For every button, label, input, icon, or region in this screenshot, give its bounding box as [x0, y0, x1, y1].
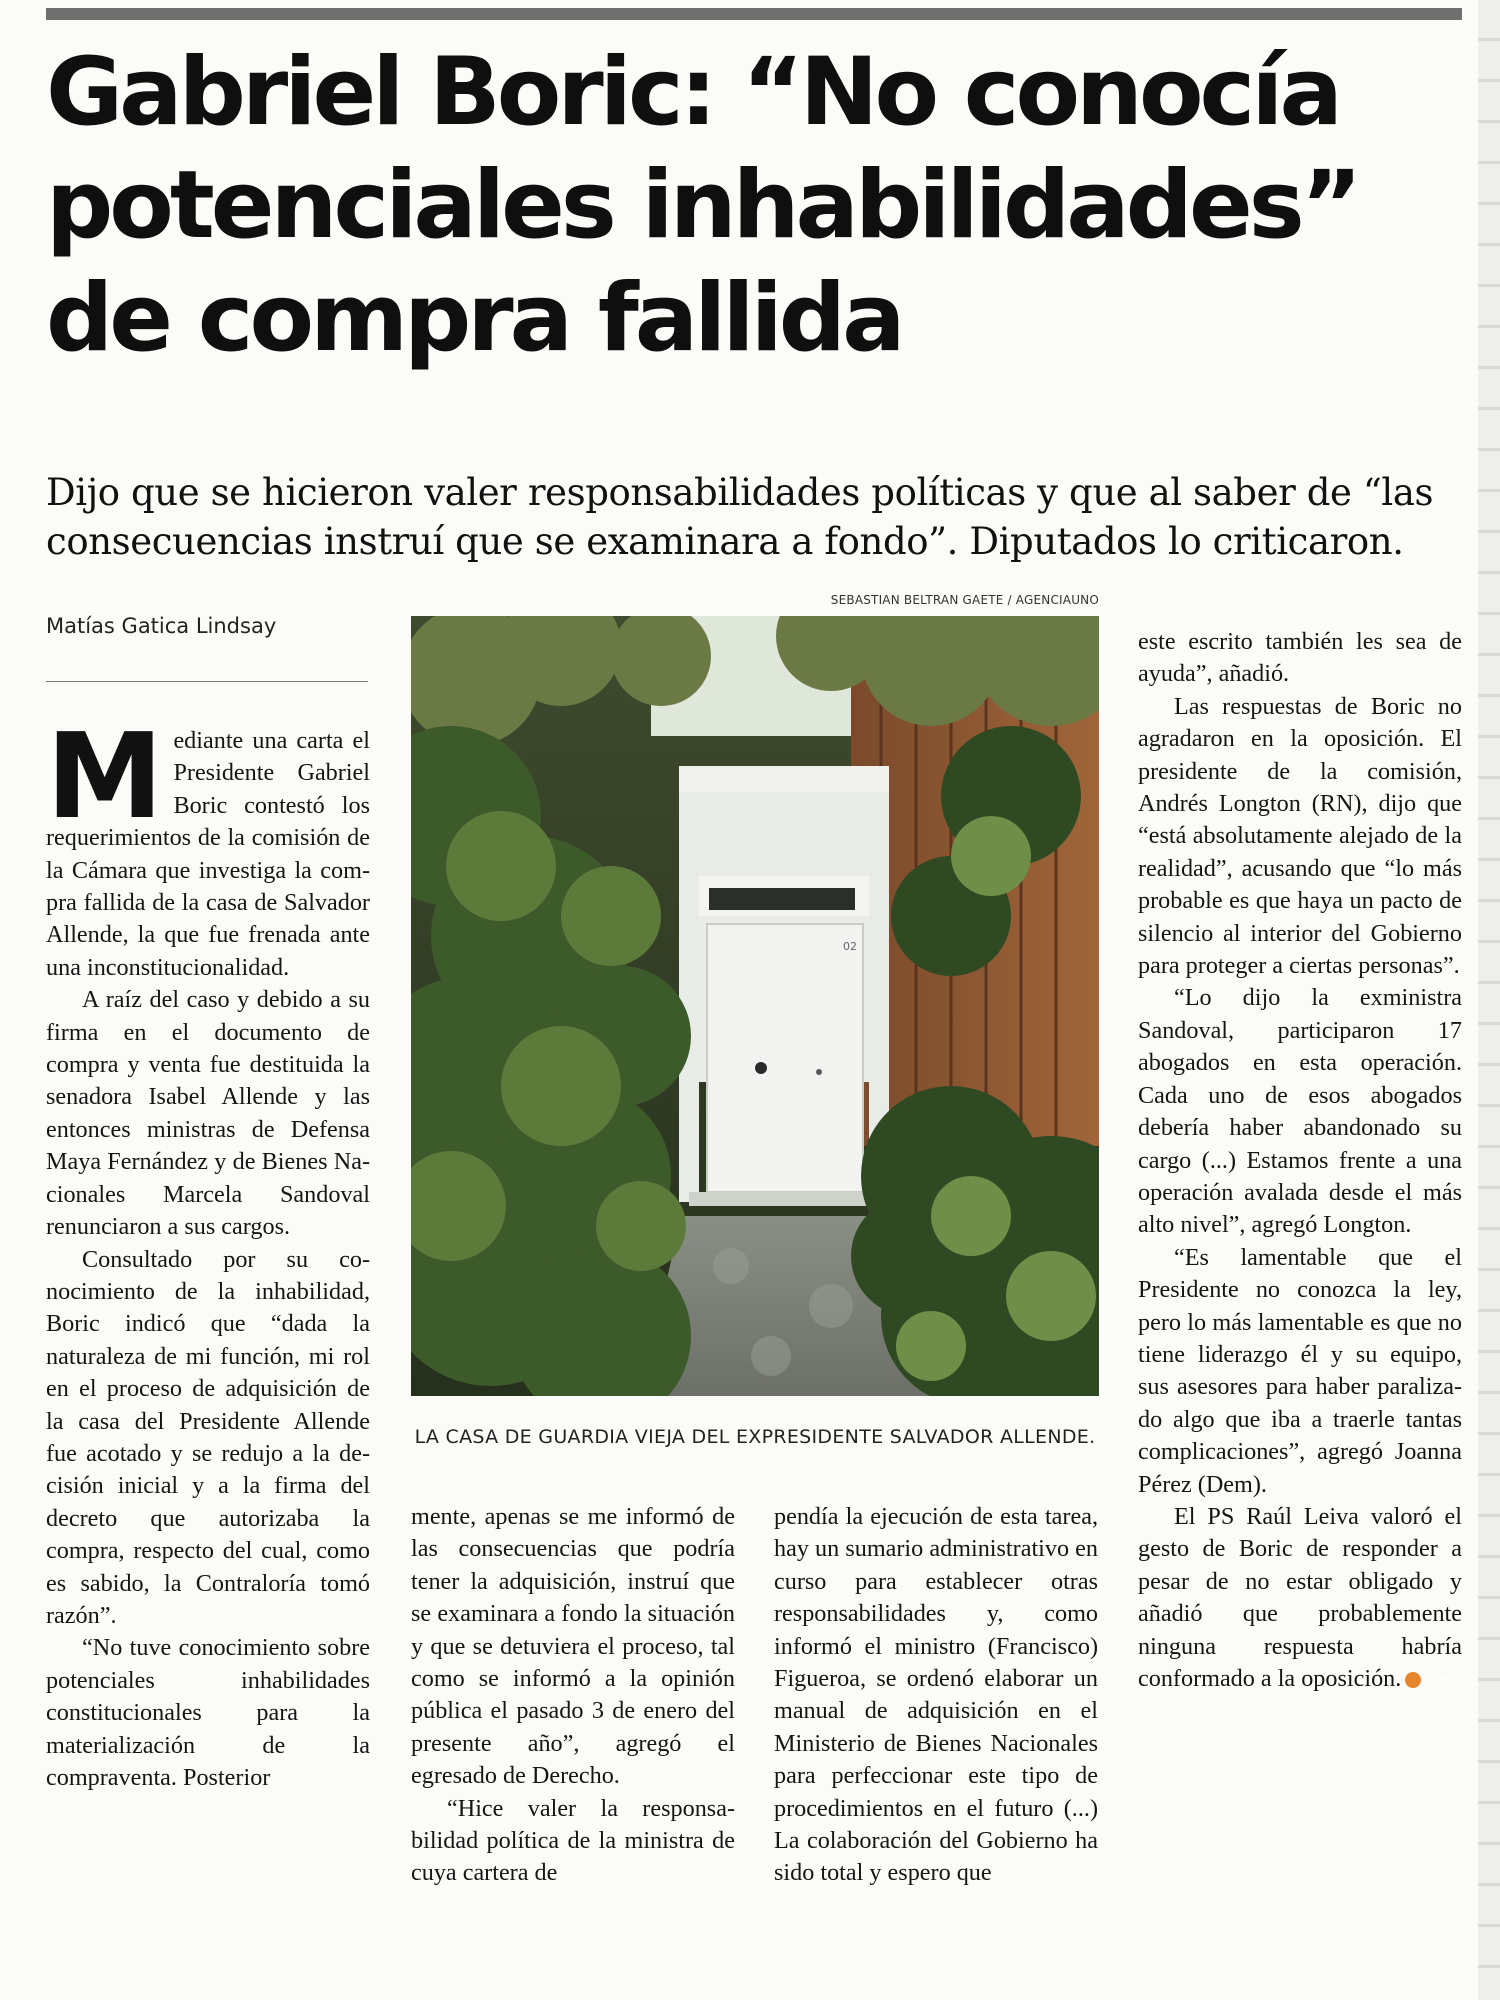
- headline-line-1: Gabriel Boric: “No conocía: [46, 38, 1339, 147]
- adjacent-page-strip: [1478, 0, 1500, 2000]
- end-mark-icon: ✦: [1405, 1672, 1421, 1688]
- paragraph: “Lo dijo la exministra Sandoval, participaron 17 abogados en esta operación. Cada uno de esos abogados debería haber abandonado su cargo (...) Estamos frente a una operación avalada desde el más alto nivel”, agregó Longton.: [1138, 984, 1462, 1239]
- article-column-1: [46, 707, 370, 1794]
- paragraph: “Hice valer la responsabilidad política de la ministra de cuya cartera de: [411, 1794, 735, 1887]
- headline-line-2: potenciales inhabilidades”: [46, 151, 1359, 260]
- headline-line-3: de compra fallida: [46, 264, 902, 373]
- paragraph: pendía la ejecución de esta tarea, hay un sumario administrativo en curso para establecer otras responsabilidades y, como informó el ministro (Francisco) Figueroa, se ordenó elaborar un manual de adquisición en el Ministerio de Bienes Nacionales para perfeccionar este tipo de procedimientos en el futuro (...) La colaboración del Gobierno ha sido total y espero que: [774, 1503, 1098, 1887]
- top-rule: [46, 8, 1462, 20]
- house-door-photo: [411, 616, 1099, 1396]
- article-column-2: [411, 1501, 735, 1890]
- paragraph: “No tuve conocimiento sobre potenciales inhabilidades constitucionales para la materialización de la compraventa. Posterior: [46, 1634, 370, 1791]
- photo-caption: LA CASA DE GUARDIA VIEJA DEL EXPRESIDENTE SALVADOR ALLENDE.: [414, 1426, 1096, 1448]
- paragraph-text: ediante una carta el Presidente Gabriel Boric contestó los requerimientos de la comisión de la Cámara que investiga la compra fallida de la casa de Salvador Allende, la que fue frenada ante una inconstitucionalidad.: [46, 727, 370, 981]
- paragraph: este escrito también les sea de ayuda”, añadió.: [1138, 628, 1462, 688]
- byline: Matías Gatica Lindsay: [46, 614, 277, 638]
- paragraph: mente, apenas se me informó de las consecuencias que podría tener la adquisición, instruí que se examinara a fondo la situación y que se detuviera el proceso, tal como se informó a la opinión pública el pasado 3 de enero del presente año”, agregó el egresado de Derecho.: [411, 1503, 735, 1790]
- deck-line-2: consecuencias instruí que se examinara a fondo”. Diputados lo criticaron.: [46, 520, 1404, 563]
- photo-credit: SEBASTIAN BELTRAN GAETE / AGENCIAUNO: [830, 593, 1099, 607]
- byline-rule: [46, 681, 368, 682]
- paragraph-text: El PS Raúl Leiva valoró el gesto de Boric de responder a pesar de no estar obligado y añadió que probablemente ninguna respuesta habría conformado a la oposición.: [1138, 1502, 1462, 1692]
- paragraph: A raíz del caso y debido a su firma en el documento de compra y venta fue destituida la senadora Isabel Allende y las entonces ministras de Defensa Maya Fernández y de Bienes Nacionales Marcela Sandoval renunciaron a sus cargos.: [46, 986, 370, 1241]
- paragraph: [46, 707, 370, 984]
- article-column-4: [1138, 626, 1462, 1695]
- headline: [46, 36, 1466, 375]
- drop-cap: M: [46, 707, 164, 845]
- paragraph: Consultado por su conocimiento de la inhabilidad, Boric indicó que “dada la naturaleza de mi función, mi rol en el proceso de adquisición de la casa del Presidente Allende fue acotado y se redujo a la decisión inicial y a la firma del decreto que autorizaba la compra, respecto del cual, como es sabido, la Contraloría tomó razón”.: [46, 1245, 370, 1629]
- door-number: 02: [843, 940, 857, 953]
- paragraph: “Es lamentable que el Presidente no conozca la ley, pero lo más lamentable es que no tiene liderazgo él y su equipo, sus asesores para haber paralizado algo que iba a traerle tantas complicaciones”, agregó Joanna Pérez (Dem).: [1138, 1243, 1462, 1498]
- article-column-3: [774, 1501, 1098, 1890]
- paragraph: Las respuestas de Boric no agradaron en la oposición. El presidente de la comisión, Andrés Longton (RN), dijo que “está absolutamente alejado de la realidad”, acusando que “lo más probable es que haya un pacto de silencio al interior del Gobierno para proteger a ciertas personas”.: [1138, 692, 1462, 980]
- article-photo: [411, 616, 1099, 1396]
- paragraph: [1138, 1501, 1462, 1695]
- deck-subheadline: [46, 468, 1466, 566]
- deck-line-1: Dijo que se hicieron valer responsabilidades políticas y que al saber de “las: [46, 471, 1434, 514]
